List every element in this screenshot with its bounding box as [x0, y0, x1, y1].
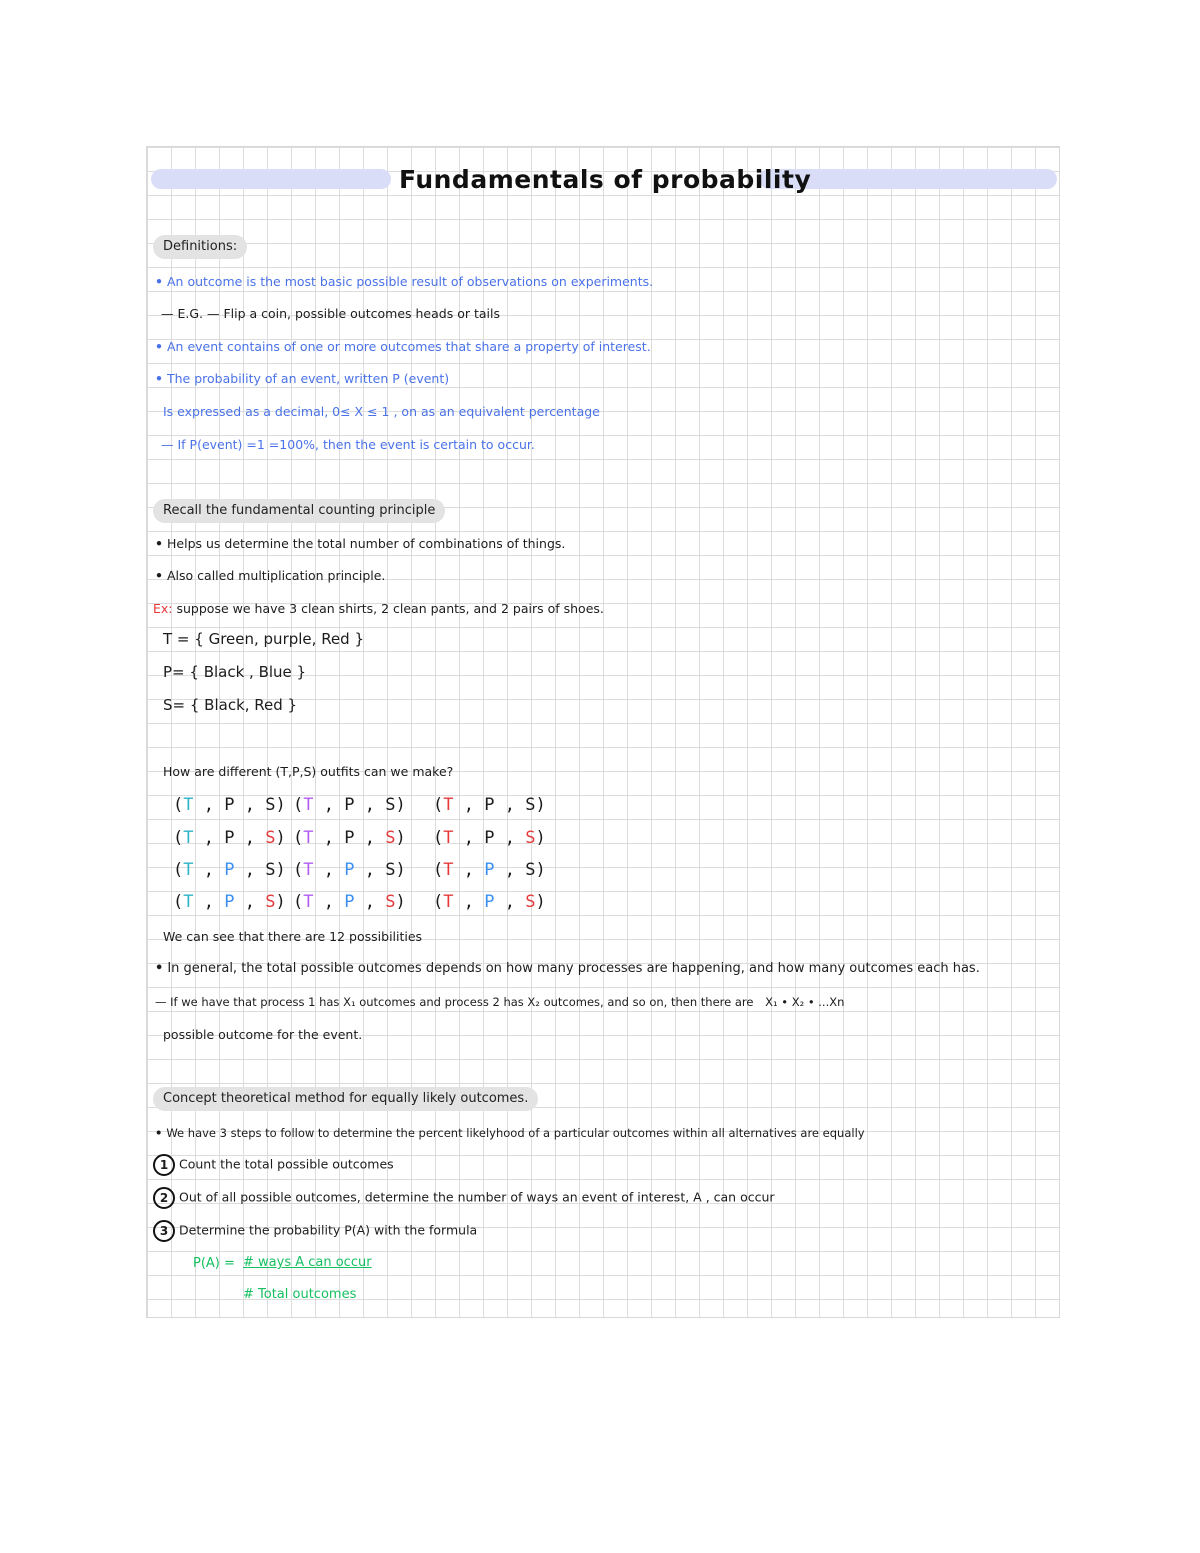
- bullet-icon: •: [155, 961, 164, 976]
- outfit-tuple: (T , P , S): [293, 860, 406, 880]
- definition-outcome: • An outcome is the most basic possible result of observations on experiments.: [155, 274, 654, 289]
- rule-line-cont: possible outcome for the event.: [163, 1027, 363, 1042]
- step-1: 1 Count the total possible outcomes: [153, 1154, 394, 1176]
- outfit-tuple: (T , P , S): [293, 828, 406, 848]
- step-3: 3 Determine the probability P(A) with the formula: [153, 1220, 477, 1242]
- concept-heading: Concept theoretical method for equally likely outcomes.: [153, 1087, 538, 1111]
- page-title: Fundamentals of probability: [399, 165, 812, 194]
- general-statement: • In general, the total possible outcomes depends on how many processes are happening, and how many outcomes each has.: [155, 961, 980, 976]
- step-number-3-icon: 3: [153, 1220, 175, 1242]
- counting-bullet-1: • Helps us determine the total number of combinations of things.: [155, 536, 566, 551]
- counting-bullet-2: • Also called multiplication principle.: [155, 568, 386, 583]
- bullet-icon: •: [155, 536, 163, 551]
- step-number-1-icon: 1: [153, 1154, 175, 1176]
- definitions-heading: Definitions:: [153, 235, 247, 259]
- definition-decimal: Is expressed as a decimal, 0≤ X ≤ 1 , on as an equivalent percentage: [163, 404, 600, 419]
- counting-heading: Recall the fundamental counting principle: [153, 499, 445, 523]
- bullet-icon: •: [155, 568, 163, 583]
- outfit-tuple: (T , P , S): [433, 828, 546, 848]
- rule-line: — If we have that process 1 has X₁ outcomes and process 2 has X₂ outcomes, and so on, then there are X₁ • X₂ • ...Xn: [155, 995, 845, 1009]
- outfit-tuple: (T , P , S): [173, 828, 286, 848]
- outfit-tuple: (T , P , S): [433, 795, 546, 815]
- outfit-tuple: (T , P , S): [293, 892, 406, 912]
- bullet-icon: •: [155, 1126, 163, 1140]
- definition-event: • An event contains of one or more outcomes that share a property of interest.: [155, 339, 651, 354]
- example-line: [153, 600, 604, 618]
- note-page: [146, 146, 1060, 1318]
- dash-icon: —: [161, 437, 178, 452]
- set-p: P= { Black , Blue }: [163, 663, 307, 681]
- possibilities-conclusion: We can see that there are 12 possibilities: [163, 929, 423, 944]
- outfits-question: How are different (T,P,S) outfits can we make?: [163, 764, 454, 779]
- bullet-icon: •: [155, 371, 163, 386]
- bullet-icon: •: [155, 339, 163, 354]
- definition-certain: — If P(event) =1 =100%, then the event is certain to occur.: [161, 437, 535, 452]
- rule-formula: X₁ • X₂ • ...Xn: [765, 995, 845, 1009]
- example-label: Ex:: [153, 601, 173, 616]
- set-t: T = { Green, purple, Red }: [163, 630, 364, 648]
- step-number-2-icon: 2: [153, 1187, 175, 1209]
- step-2: 2 Out of all possible outcomes, determine the number of ways an event of interest, A , can occur: [153, 1187, 775, 1209]
- outfit-tuple: (T , P , S): [433, 860, 546, 880]
- definition-probability: • The probability of an event, written P (event): [155, 371, 450, 386]
- bullet-icon: •: [155, 274, 163, 289]
- dash-icon: —: [161, 306, 178, 321]
- outfit-tuple: (T , P , S): [173, 795, 286, 815]
- dash-icon: —: [155, 995, 171, 1009]
- formula-numerator: # ways A can occur: [243, 1255, 372, 1270]
- outfit-tuple: (T , P , S): [433, 892, 546, 912]
- example-text: suppose we have 3 clean shirts, 2 clean pants, and 2 pairs of shoes.: [176, 601, 604, 616]
- outfit-tuple: (T , P , S): [173, 892, 286, 912]
- outfit-tuple: (T , P , S): [173, 860, 286, 880]
- title-highlight-left: [151, 169, 391, 189]
- definition-example: — E.G. — Flip a coin, possible outcomes heads or tails: [161, 306, 500, 321]
- concept-intro: • We have 3 steps to follow to determine the percent likelyhood of a particular outcomes within all alternatives are equally: [155, 1126, 865, 1140]
- outfit-tuple: (T , P , S): [293, 795, 406, 815]
- set-s: S= { Black, Red }: [163, 696, 298, 714]
- formula-denominator: # Total outcomes: [243, 1287, 357, 1302]
- formula-lhs: P(A) =: [193, 1256, 235, 1271]
